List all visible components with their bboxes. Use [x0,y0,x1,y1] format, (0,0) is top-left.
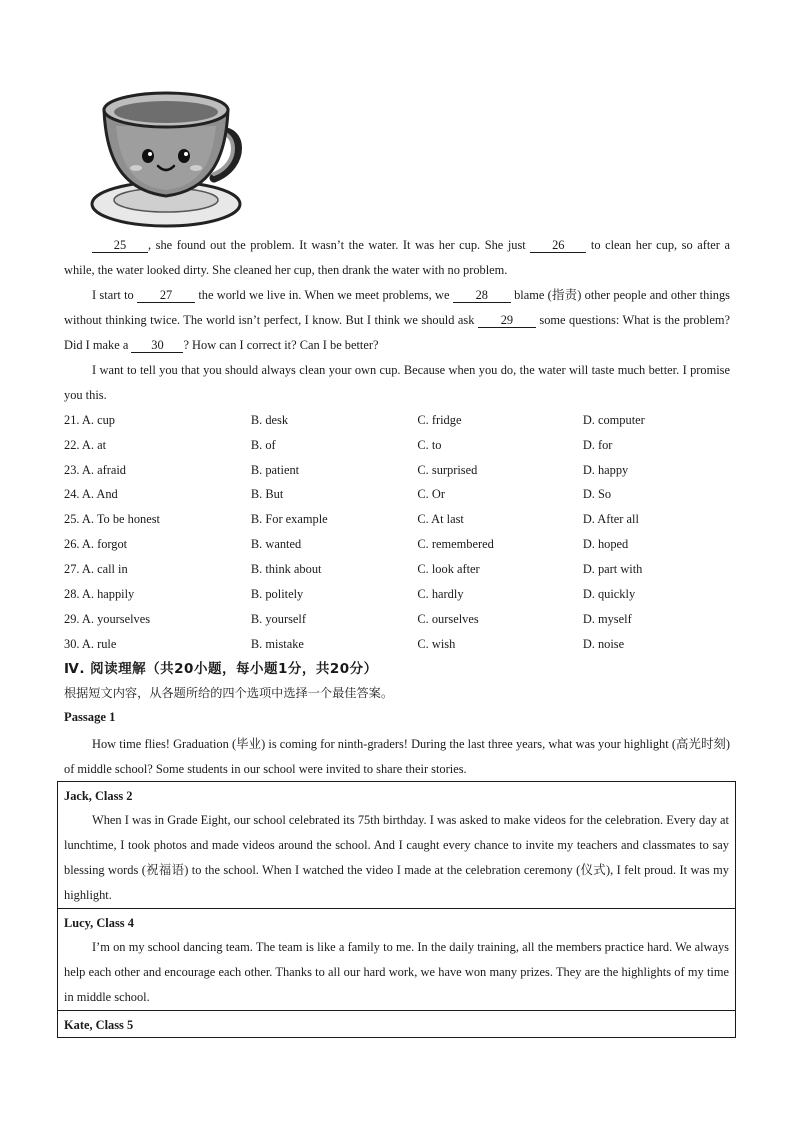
option-d-cell [583,433,744,458]
option-c-cell [417,557,582,582]
option-a-cell [64,483,251,508]
option-d: D. computer [582,412,645,427]
option-row [64,532,744,557]
option-d: D. part with [582,561,643,576]
option-d: D. So [582,487,612,502]
option-a-cell [64,532,251,557]
option-c: C. to [417,437,442,452]
option-b-cell [251,433,418,458]
option-a: A. And [81,487,118,502]
option-a: A. forgot [81,537,128,552]
option-b: B. desk [250,412,289,427]
option-c-cell [417,458,582,483]
paragraph-2-text-e: ? How can I correct it? Can I be better? [183,338,379,352]
option-b-cell [251,532,418,557]
option-a: A. at [81,437,107,452]
option-b: B. think about [250,561,322,576]
option-c-cell [417,582,582,607]
option-c: C. remembered [417,537,494,552]
option-c-cell [417,632,582,657]
option-c-cell [417,532,582,557]
question-number: 27. [64,561,80,576]
option-d-cell [583,532,744,557]
option-a-cell [64,607,251,632]
option-b: B. patient [250,462,300,477]
option-a: A. happily [81,586,135,601]
option-row [64,632,744,657]
cloze-paragraph-1 [64,233,730,283]
passage-label: Passage 1 [64,710,116,724]
question-number: 23. [64,462,80,477]
option-b: B. politely [250,586,304,601]
blank-25: 25 [92,238,148,253]
option-a-cell [64,582,251,607]
option-a-cell [64,433,251,458]
option-a: A. rule [81,636,117,651]
option-c: C. wish [417,636,456,651]
option-c: C. look after [417,561,480,576]
options-table [64,408,744,656]
section-instructions: 根据短文内容，从各题所给的四个选项中选择一个最佳答案。 [64,686,394,700]
option-b: B. yourself [250,611,306,626]
option-b-cell [251,607,418,632]
option-a: A. cup [81,412,115,427]
cloze-paragraph-3: I want to tell you that you should always clean your own cup. Because when you do, the water will taste much better. I promise you this. [64,363,730,402]
option-d-cell [583,582,744,607]
paragraph-2-text-b: the world we live in. When we meet problems, we [198,288,450,302]
option-row [64,507,744,532]
option-a: A. To be honest [81,512,160,527]
option-a-cell [64,408,251,433]
story-author: Lucy, Class 4 [64,916,134,930]
paragraph-2-text-a: I start to [92,288,134,302]
story-author: Kate, Class 5 [64,1018,134,1032]
option-c-cell [417,483,582,508]
option-row [64,582,744,607]
teacup-illustration [86,86,246,232]
blank-27: 27 [137,288,195,303]
option-row [64,433,744,458]
passage-intro: How time flies! Graduation (毕业) is coming for ninth-graders! During the last three years, what was your highlight (高光时刻) of middle school? Some students in our school were invited to share their stories. [64,737,730,776]
option-a: A. afraid [81,462,126,477]
option-a-cell [64,458,251,483]
paragraph-2-text-d: some questions: What is the problem? Did I make a [64,313,730,352]
story-kate [58,1011,735,1037]
blank-28: 28 [453,288,511,303]
option-d: D. noise [582,636,625,651]
question-number: 22. [64,437,80,452]
option-d: D. hoped [582,537,629,552]
option-a: A. yourselves [81,611,151,626]
option-b-cell [251,458,418,483]
story-text: When I was in Grade Eight, our school celebrated its 75th birthday. I was asked to make videos for the celebration. Every day at lunchtime, I took photos and made videos around the school. And I caught every chance to invite my teachers and classmates to say blessing words (祝福语) to the school. When I watched the video I made at the celebration ceremony (仪式), I felt proud. It was my highlight. [64,813,729,902]
option-c: C. fridge [417,412,462,427]
blank-30: 30 [131,338,183,353]
option-c-cell [417,607,582,632]
option-b-cell [251,632,418,657]
option-c-cell [417,408,582,433]
question-number: 28. [64,586,80,601]
option-d: D. myself [582,611,632,626]
option-d-cell [583,632,744,657]
blank-26: 26 [530,238,586,253]
option-d-cell [583,408,744,433]
option-c-cell [417,507,582,532]
option-b: B. wanted [250,537,302,552]
story-text: I’m on my school dancing team. The team is like a family to me. In the daily training, all the members practice hard. We always help each other and encourage each other. Thanks to all our hard work, we have won many prizes. They are the highlights of my time in middle school. [64,940,729,1004]
question-number: 30. [64,636,80,651]
option-b-cell [251,557,418,582]
option-d-cell [583,507,744,532]
option-row [64,408,744,433]
story-author: Jack, Class 2 [64,789,133,803]
option-c: C. ourselves [417,611,479,626]
option-d: D. quickly [582,586,636,601]
option-d-cell [583,458,744,483]
option-row [64,607,744,632]
option-row [64,458,744,483]
option-row [64,483,744,508]
option-c: C. surprised [417,462,478,477]
cloze-paragraph-2 [64,283,730,358]
question-number: 25. [64,512,80,527]
option-d: D. After all [582,512,639,527]
paragraph-1-text-a: , she found out the problem. It wasn’t the water. It was her cup. She just [148,238,526,252]
paragraph-2-text-c: blame (指责) other people and other things without thinking twice. The world isn’t perfect, I know. But I think we should ask [64,288,730,327]
option-d-cell [583,557,744,582]
question-number: 21. [64,412,80,427]
story-jack [58,782,735,909]
paragraph-1-text-b: to clean her cup, so after a while, the water looked dirty. She cleaned her cup, then drank the water with no problem. [64,238,730,277]
option-d-cell [583,483,744,508]
option-row [64,557,744,582]
option-b-cell [251,507,418,532]
option-a: A. call in [81,561,128,576]
section-title: Ⅳ. 阅读理解（共20小题，每小题1分，共20分） [64,661,378,677]
option-c: C. Or [417,487,445,502]
question-number: 26. [64,537,80,552]
option-a-cell [64,557,251,582]
story-lucy [58,909,735,1011]
option-d: D. for [582,437,613,452]
option-d: D. happy [582,462,629,477]
option-b: B. of [250,437,276,452]
option-b-cell [251,483,418,508]
option-a-cell [64,632,251,657]
question-number: 24. [64,487,80,502]
option-b: B. For example [250,512,328,527]
option-c: C. At last [417,512,464,527]
option-c: C. hardly [417,586,464,601]
question-number: 29. [64,611,80,626]
option-d-cell [583,607,744,632]
stories-box [57,781,736,1038]
option-b-cell [251,582,418,607]
option-b: B. mistake [250,636,304,651]
option-b-cell [251,408,418,433]
option-c-cell [417,433,582,458]
option-a-cell [64,507,251,532]
option-b: B. But [250,487,284,502]
blank-29: 29 [478,313,536,328]
